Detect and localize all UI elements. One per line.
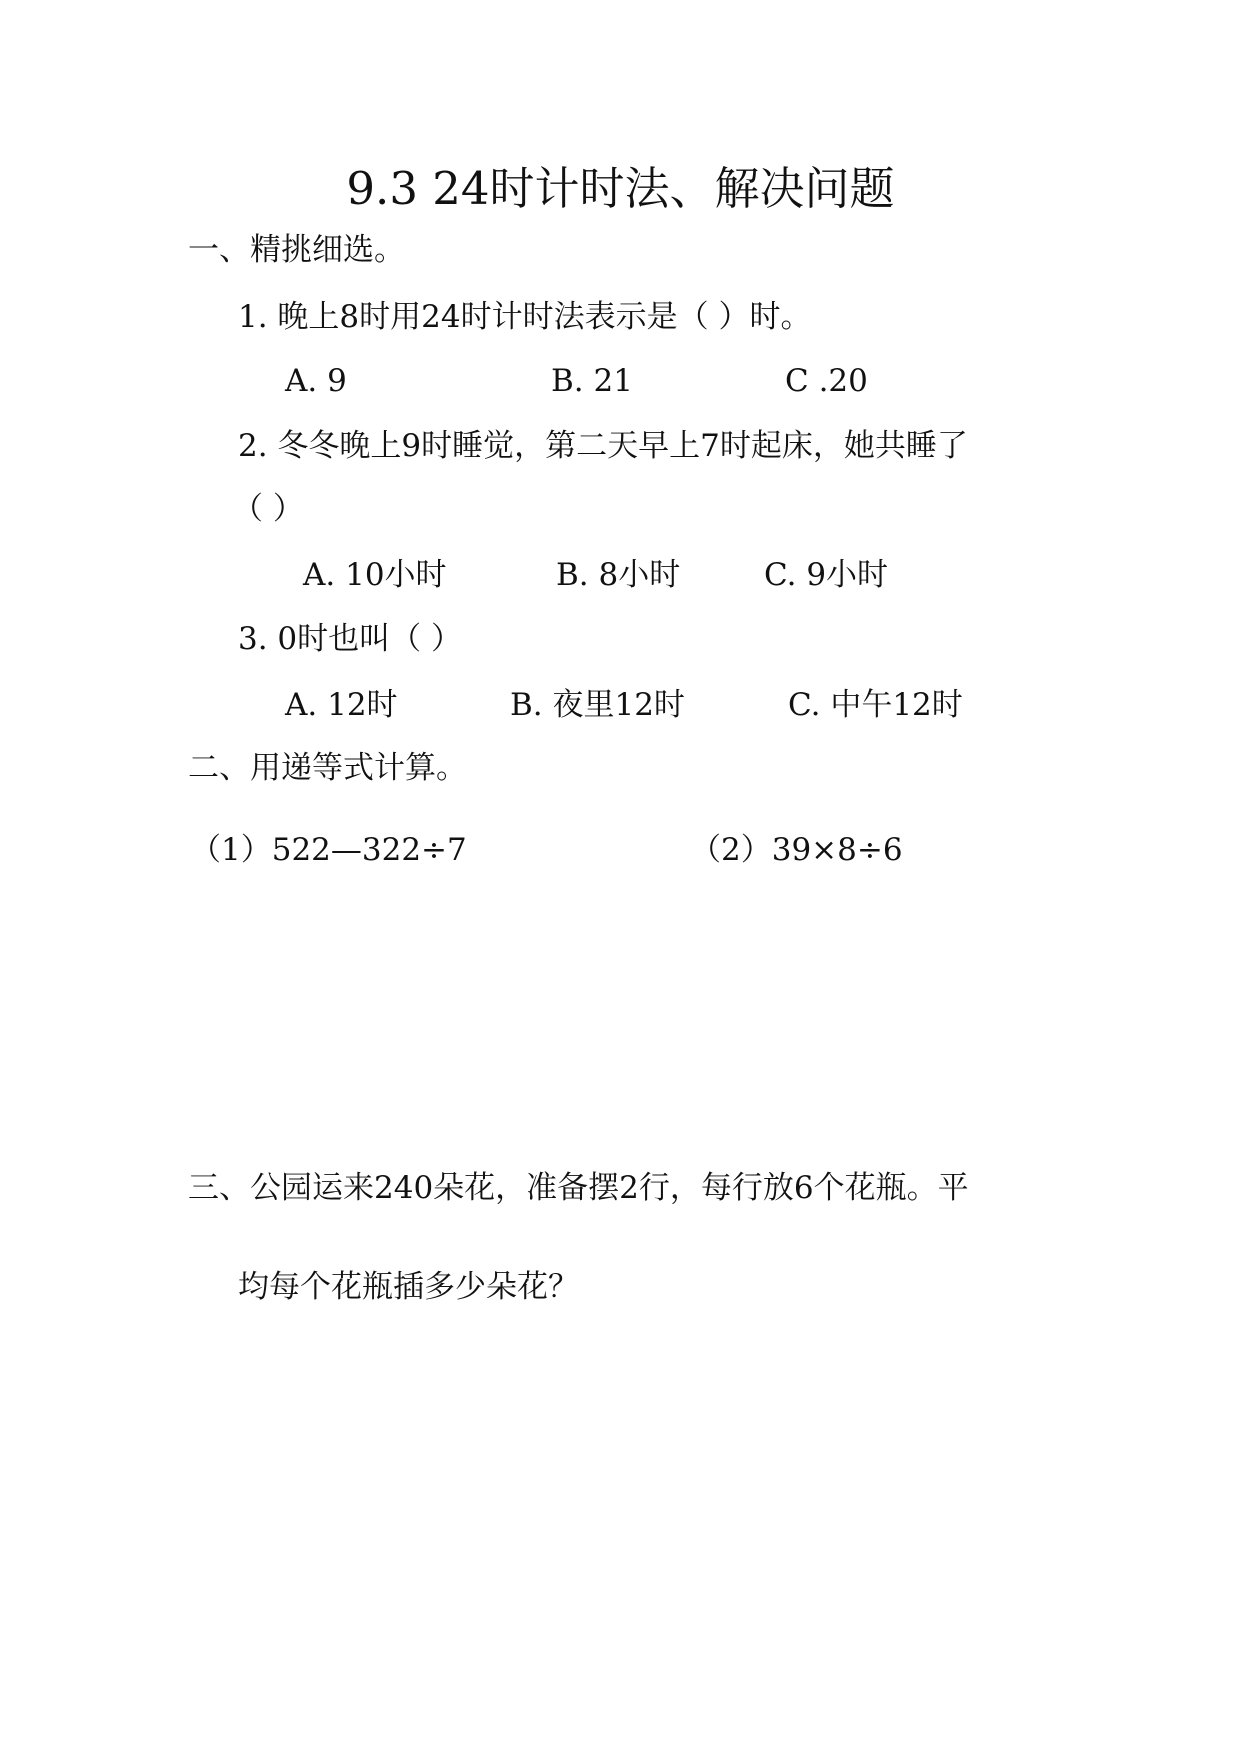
page-title: 9.3 24时计时法、解决问题	[346, 162, 895, 215]
question-3-option-c: C. 中午12时	[788, 687, 963, 723]
question-2-option-c: C. 9小时	[764, 557, 889, 593]
question-1-text: 1. 晚上8时用24时计时法表示是（ ）时。	[238, 299, 812, 335]
question-2-option-b: B. 8小时	[556, 557, 681, 593]
section-2-heading: 二、用递等式计算。	[188, 750, 467, 786]
question-1-option-c: C .20	[785, 363, 868, 399]
question-3-option-a: A. 12时	[285, 687, 398, 723]
section-1-heading: 一、精挑细选。	[188, 232, 405, 268]
question-1-option-a: A. 9	[285, 363, 347, 399]
question-2-text: 2. 冬冬晚上9时睡觉，第二天早上7时起床，她共睡了	[238, 428, 968, 464]
question-3-text: 3. 0时也叫（ ）	[238, 621, 463, 657]
section-3-line-2: 均每个花瓶插多少朵花？	[238, 1269, 579, 1305]
question-3-option-b: B. 夜里12时	[510, 687, 685, 723]
question-2-text-continued: （ ）	[232, 491, 304, 527]
calculation-problem-1: （1）522—322÷7	[190, 832, 467, 868]
calculation-problem-2: （2）39×8÷6	[690, 832, 903, 868]
question-2-option-a: A. 10小时	[303, 557, 447, 593]
section-3-line-1: 三、公园运来240朵花，准备摆2行，每行放6个花瓶。平	[188, 1170, 969, 1206]
question-1-option-b: B. 21	[551, 363, 633, 399]
